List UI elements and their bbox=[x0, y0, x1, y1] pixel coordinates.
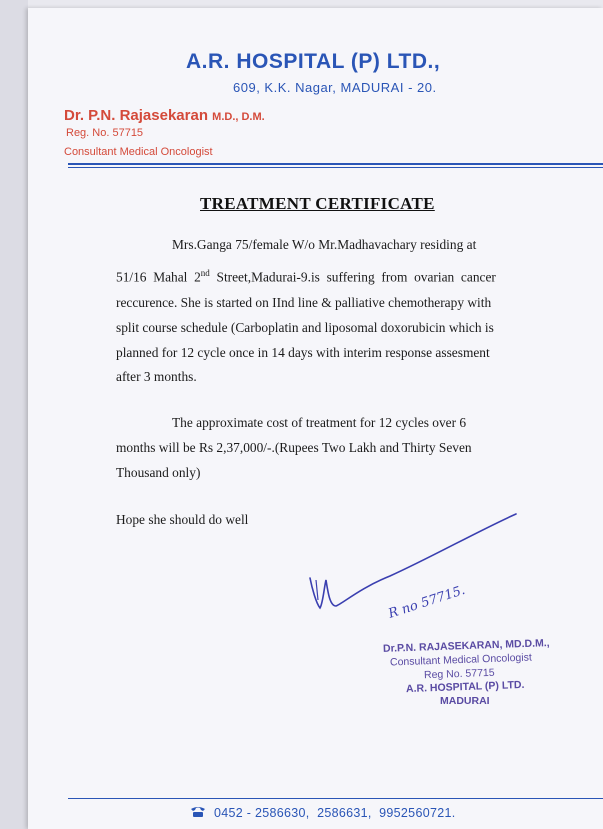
p2-line-3: Thousand only) bbox=[116, 465, 201, 480]
p1-line-2b: Street,Madurai-9.is suffering from ovarian cancer bbox=[209, 269, 496, 285]
registration-number: Reg. No. 57715 bbox=[66, 127, 144, 139]
doctor-degrees: M.D., D.M. bbox=[212, 111, 265, 123]
signature bbox=[290, 508, 530, 628]
stamp-city: MADURAI bbox=[440, 695, 490, 707]
hospital-address: 609, K.K. Nagar, MADURAI - 20. bbox=[233, 80, 437, 95]
p1-line-2-sup: nd bbox=[200, 268, 210, 278]
p1-line-1: Mrs.Ganga 75/female W/o Mr.Madhavachary residing at bbox=[172, 237, 477, 252]
p1-line-5: planned for 12 cycle once in 14 days with interim response assesment bbox=[116, 345, 490, 360]
p2-line-2: months will be Rs 2,37,000/-.(Rupees Two Lakh and Thirty Seven bbox=[116, 440, 472, 455]
signature-stroke bbox=[310, 514, 516, 608]
signature-tick bbox=[316, 580, 318, 600]
header-divider bbox=[68, 163, 603, 165]
stamp-hospital: A.R. HOSPITAL (P) LTD. bbox=[405, 678, 525, 696]
p1-line-3: reccurence. She is started on IInd line & palliative chemotherapy with bbox=[116, 295, 492, 310]
hospital-name: A.R. HOSPITAL (P) LTD., bbox=[186, 50, 441, 73]
doctor-designation: Consultant Medical Oncologist bbox=[64, 146, 213, 158]
footer-phone-numbers: 0452 - 2586630, 2586631, 9952560721. bbox=[214, 806, 456, 820]
p1-line-2a: 51/16 Mahal 2 bbox=[116, 269, 201, 285]
footer-divider bbox=[68, 798, 603, 799]
p2-line-1: The approximate cost of treatment for 12 cycles over 6 bbox=[172, 415, 467, 430]
doctor-name-line bbox=[64, 107, 265, 124]
phone-icon-glyph bbox=[190, 806, 206, 817]
header-divider-thin bbox=[68, 167, 603, 168]
p1-line-2 bbox=[116, 268, 528, 285]
scan-edge bbox=[0, 0, 28, 829]
footer-contact bbox=[190, 806, 455, 820]
p1-line-4: split course schedule (Carboplatin and liposomal doxorubicin which is bbox=[116, 320, 494, 335]
closing-remark: Hope she should do well bbox=[116, 512, 249, 527]
stamp-reg: Reg No. 57715 bbox=[423, 666, 495, 682]
stamp-designation: Consultant Medical Oncologist bbox=[389, 651, 532, 669]
doctor-name: Dr. P.N. Rajasekaran bbox=[64, 107, 208, 124]
certificate-title: TREATMENT CERTIFICATE bbox=[200, 194, 435, 213]
phone-icon bbox=[190, 806, 206, 820]
p1-line-6: after 3 months. bbox=[116, 369, 197, 384]
signature-note: R no 57715. bbox=[386, 582, 468, 622]
stamp-name: Dr.P.N. RAJASEKARAN, MD.D.M., bbox=[382, 637, 550, 655]
